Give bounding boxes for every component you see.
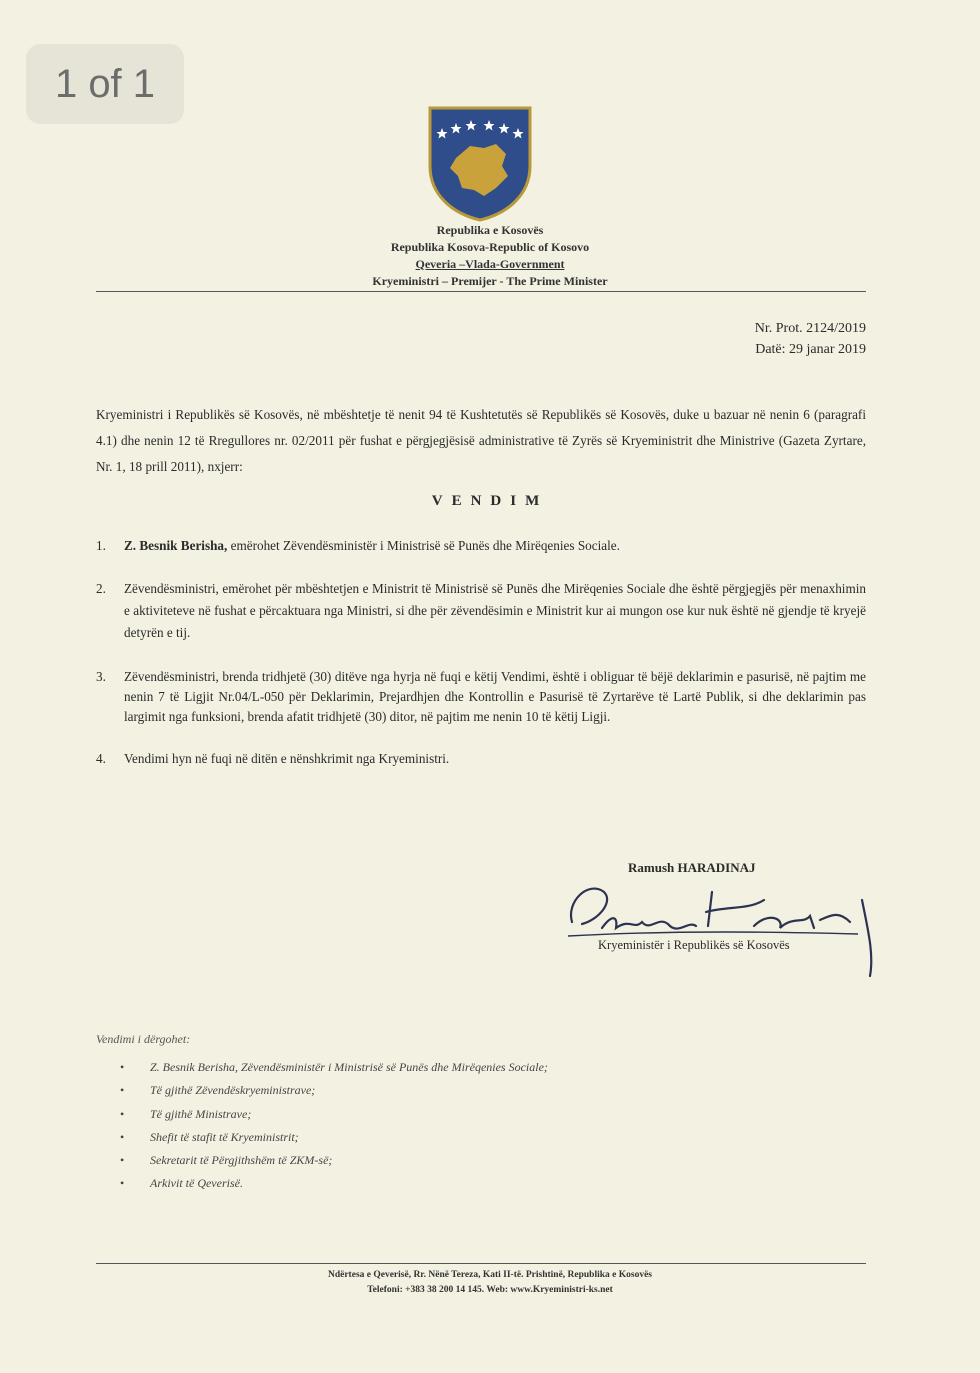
signer-title: Kryeministër i Republikës së Kosovës bbox=[598, 938, 790, 952]
list-item: • Shefit të stafit të Kryeministrit; bbox=[118, 1126, 548, 1149]
distribution-list bbox=[118, 1056, 548, 1196]
header-line-4: Kryeministri – Premijer - The Prime Minister bbox=[372, 274, 608, 288]
footer-contact: Telefoni: +383 38 200 14 145. Web: www.Kryeministri-ks.net bbox=[367, 1285, 613, 1295]
decision-point bbox=[96, 667, 866, 727]
header-divider bbox=[96, 291, 866, 292]
letterhead bbox=[0, 222, 980, 290]
decision-points bbox=[96, 536, 866, 769]
bullet: • bbox=[120, 1106, 125, 1121]
list-item: • Arkivit të Qeverisë. bbox=[118, 1172, 548, 1195]
point-number: 1. bbox=[96, 538, 106, 553]
footer bbox=[0, 1268, 980, 1298]
signer-name: Ramush HARADINAJ bbox=[628, 860, 756, 875]
bullet: • bbox=[120, 1153, 125, 1168]
appointee-name: Z. Besnik Berisha, bbox=[124, 538, 228, 553]
intro-paragraph: Kryeministri i Republikës së Kosovës, në mbështetje të nenit 94 të Kushtetutës së Republikës së Kosovës, duke u bazuar në nenin 6 (paragrafi 4.1) dhe nenin 12 të Rregullores nr. 02/2011 për fushat e përgjegjësisë administrative të Zyrës së Kryeministrit dhe Ministrive (Gazeta Zyrtare, Nr. 1, 18 prill 2011), nxjerr: bbox=[96, 407, 866, 474]
decision-title: VENDIM bbox=[431, 493, 549, 509]
point-text: Zëvendësministri, emërohet për mbështetjen e Ministrit të Ministrisë së Punës dhe Mirëqenies Sociale dhe është përgjegjës për menaxhimin e aktiviteteve në fushat e përcaktuara nga Ministri, si dhe për zëvendësimin e Ministrit kur ai mungon ose kur nuk është në gjendje të kryejë detyrën e tij. bbox=[124, 581, 866, 640]
bullet: • bbox=[120, 1129, 125, 1144]
decision-point bbox=[96, 536, 866, 556]
point-number: 4. bbox=[96, 751, 106, 766]
protocol-number: Nr. Prot. 2124/2019 bbox=[754, 321, 866, 336]
signature-icon bbox=[558, 870, 888, 982]
document-date: Datë: 29 janar 2019 bbox=[755, 342, 866, 357]
decision-point bbox=[96, 578, 866, 644]
distribution-label: Vendimi i dërgohet: bbox=[96, 1032, 191, 1046]
coat-of-arms-icon bbox=[426, 104, 534, 222]
header-line-3: Qeveria –Vlada-Government bbox=[415, 257, 565, 271]
point-text: Vendimi hyn në fuqi në ditën e nënshkrimit nga Kryeministri. bbox=[124, 751, 450, 766]
bullet: • bbox=[120, 1060, 125, 1074]
list-item: • Z. Besnik Berisha, Zëvendësministër i Ministrisë së Punës dhe Mirëqenies Sociale; bbox=[118, 1056, 548, 1079]
reference-block bbox=[755, 318, 866, 360]
header-line-2: Republika Kosova-Republic of Kosovo bbox=[390, 240, 590, 254]
list-item: • Të gjithë Zëvendëskryeministrave; bbox=[118, 1079, 548, 1102]
header-line-1: Republika e Kosovës bbox=[436, 223, 544, 237]
footer-divider bbox=[96, 1263, 866, 1264]
point-number: 2. bbox=[96, 581, 106, 596]
list-item: • Të gjithë Ministrave; bbox=[118, 1103, 548, 1126]
decision-point bbox=[96, 749, 866, 769]
list-item: • Sekretarit të Përgjithshëm të ZKM-së; bbox=[118, 1149, 548, 1172]
bullet: • bbox=[120, 1083, 125, 1098]
footer-address: Ndërtesa e Qeverisë, Rr. Nënë Tereza, Kati II-të. Prishtinë, Republika e Kosovës bbox=[327, 1270, 652, 1280]
point-number: 3. bbox=[96, 669, 106, 684]
point-text: Zëvendësministri, brenda tridhjetë (30) ditëve nga hyrja në fuqi e këtij Vendimi, është i obliguar të bëjë deklarimin e pasurisë, në pajtim me nenin 7 të Ligjit Nr.04/L-050 për Deklarimin, Prejardhjen dhe Kontrollin e Pasurisë të Zyrtarëve të Lartë Publik, si dhe deklarimin pas largimit nga funksioni, brenda afatit tridhjetë (30) ditor, në pajtim me nenin 10 të këtij Ligji. bbox=[124, 669, 866, 724]
bullet: • bbox=[120, 1176, 125, 1191]
point-text: emërohet Zëvendësministër i Ministrisë së Punës dhe Mirëqenies Sociale. bbox=[227, 538, 620, 553]
page-indicator: 1 of 1 bbox=[26, 44, 184, 124]
